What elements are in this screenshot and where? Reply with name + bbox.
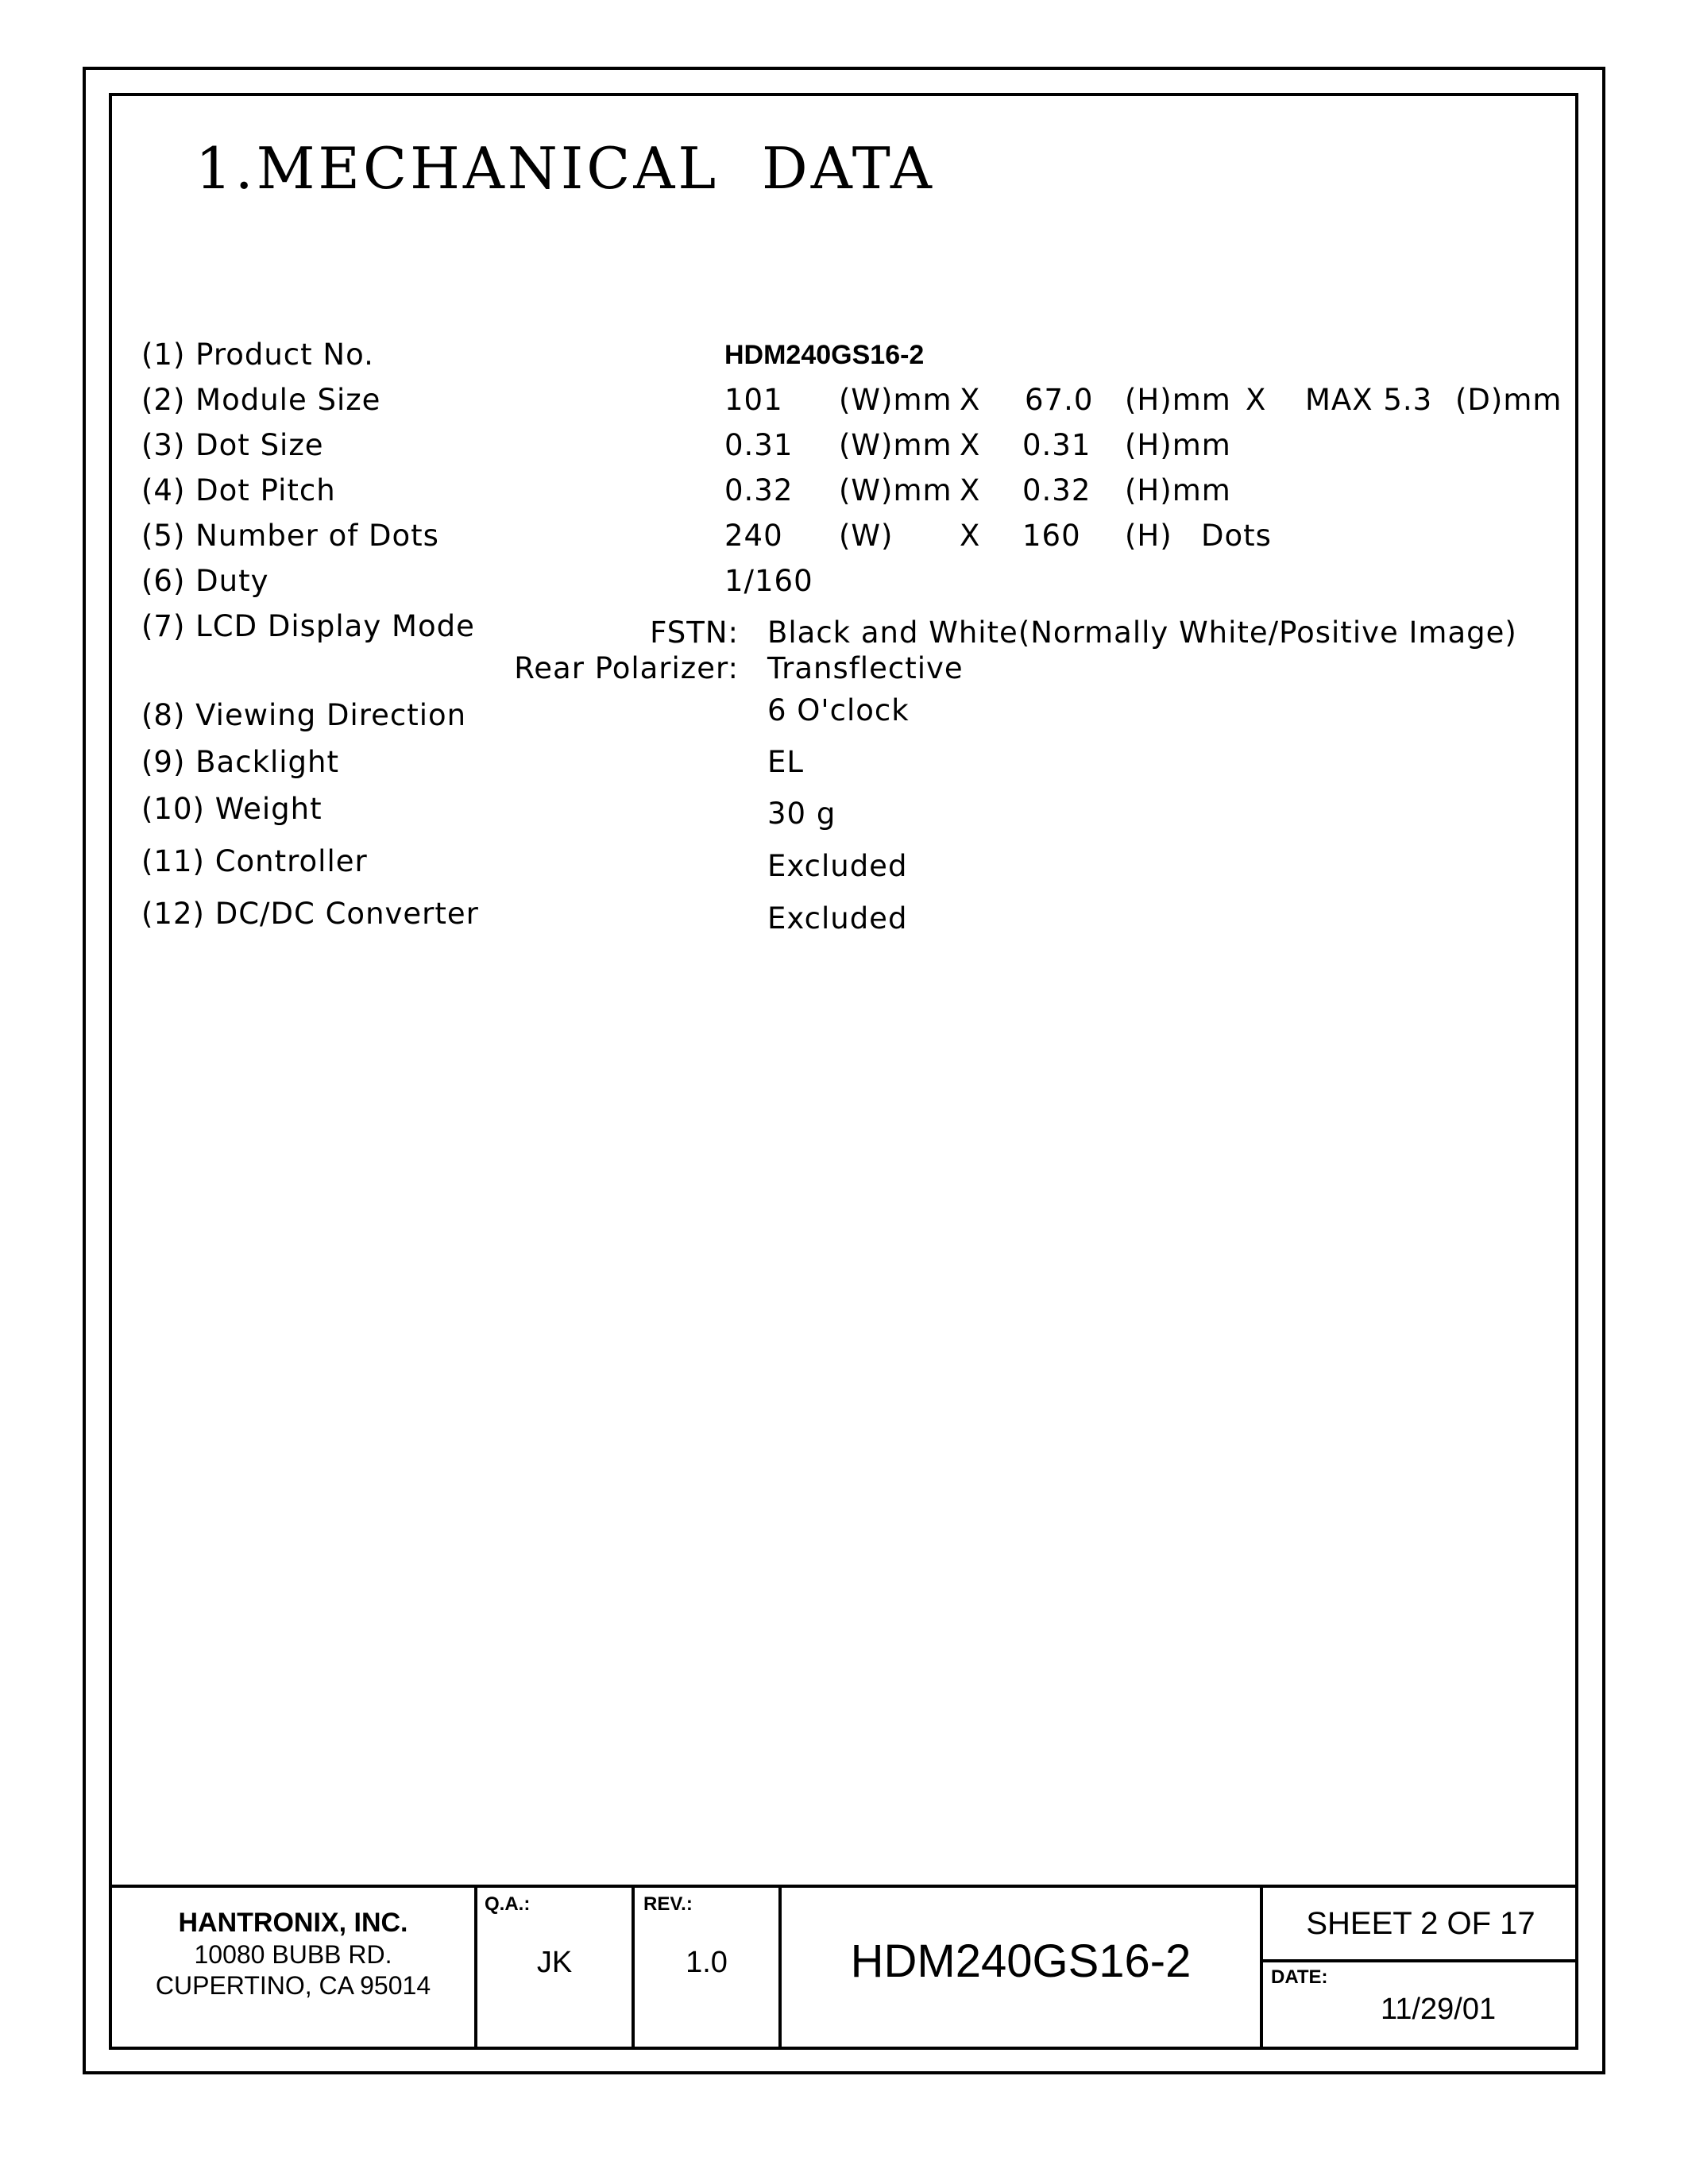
- spec-label: (2) Module Size: [141, 383, 381, 417]
- rear-polarizer-value: Transflective: [767, 651, 964, 685]
- dots-x: X: [960, 519, 981, 553]
- spec-label: (1) Product No.: [141, 338, 374, 372]
- duty-value: 1/160: [724, 564, 813, 598]
- module-size-x: X: [960, 383, 981, 417]
- date-value: 11/29/01: [1381, 1993, 1497, 2026]
- dots-width-unit: (W): [839, 519, 894, 553]
- dot-size-height-unit: (H)mm: [1125, 428, 1231, 462]
- spec-label: (9) Backlight: [141, 745, 340, 779]
- spec-label: (7) LCD Display Mode: [141, 609, 475, 643]
- module-size-depth: MAX 5.3: [1305, 383, 1433, 417]
- date-label: DATE:: [1271, 1966, 1328, 1988]
- product-no-value: HDM240GS16-2: [724, 340, 925, 370]
- spec-label: (10) Weight: [141, 792, 323, 826]
- module-size-height-unit: (H)mm: [1125, 383, 1231, 417]
- dot-size-height: 0.31: [1022, 428, 1091, 462]
- dot-pitch-width: 0.32: [724, 473, 794, 507]
- spec-label: (6) Duty: [141, 564, 269, 598]
- company-address-line2: CUPERTINO, CA 95014: [155, 1971, 431, 2000]
- dots-height: 160: [1022, 519, 1081, 553]
- viewing-direction-value: 6 O'clock: [767, 693, 910, 727]
- backlight-value: EL: [767, 745, 804, 779]
- dots-suffix: Dots: [1201, 519, 1272, 553]
- spec-label: (12) DC/DC Converter: [141, 897, 479, 931]
- module-size-depth-unit: (D)mm: [1455, 383, 1562, 417]
- part-number: HDM240GS16-2: [850, 1935, 1192, 1987]
- page-title: 1.MECHANICAL DATA: [195, 135, 935, 202]
- fstn-label: FSTN:: [650, 615, 739, 650]
- controller-value: Excluded: [767, 849, 908, 883]
- dot-pitch-height-unit: (H)mm: [1125, 473, 1231, 507]
- spec-label: (8) Viewing Direction: [141, 698, 467, 732]
- dot-pitch-x: X: [960, 473, 981, 507]
- module-size-width-unit: (W)mm: [839, 383, 952, 417]
- module-size-width: 101: [724, 383, 783, 417]
- company-name: HANTRONIX, INC.: [178, 1908, 408, 1938]
- spec-label: (3) Dot Size: [141, 428, 324, 462]
- fstn-value: Black and White(Normally White/Positive Image): [767, 615, 1517, 650]
- qa-value: JK: [536, 1946, 573, 1979]
- spec-label: (11) Controller: [141, 844, 368, 878]
- sheet-number: SHEET 2 OF 17: [1306, 1906, 1535, 1941]
- spec-label: (5) Number of Dots: [141, 519, 439, 553]
- dot-size-x: X: [960, 428, 981, 462]
- rev-label: REV.:: [643, 1893, 693, 1915]
- dcdc-converter-value: Excluded: [767, 901, 908, 936]
- dots-width: 240: [724, 519, 783, 553]
- dots-height-unit: (H): [1125, 519, 1172, 553]
- module-size-x: X: [1246, 383, 1267, 417]
- dot-pitch-height: 0.32: [1022, 473, 1091, 507]
- rev-value: 1.0: [686, 1946, 728, 1979]
- module-size-height: 67.0: [1025, 383, 1094, 417]
- title-block-divider: [1260, 1959, 1578, 1962]
- dot-size-width: 0.31: [724, 428, 794, 462]
- rear-polarizer-label: Rear Polarizer:: [514, 651, 739, 685]
- company-address-line1: 10080 BUBB RD.: [194, 1940, 392, 1969]
- weight-value: 30 g: [767, 797, 836, 831]
- spec-label: (4) Dot Pitch: [141, 473, 336, 507]
- dot-size-width-unit: (W)mm: [839, 428, 952, 462]
- dot-pitch-width-unit: (W)mm: [839, 473, 952, 507]
- qa-label: Q.A.:: [485, 1893, 531, 1915]
